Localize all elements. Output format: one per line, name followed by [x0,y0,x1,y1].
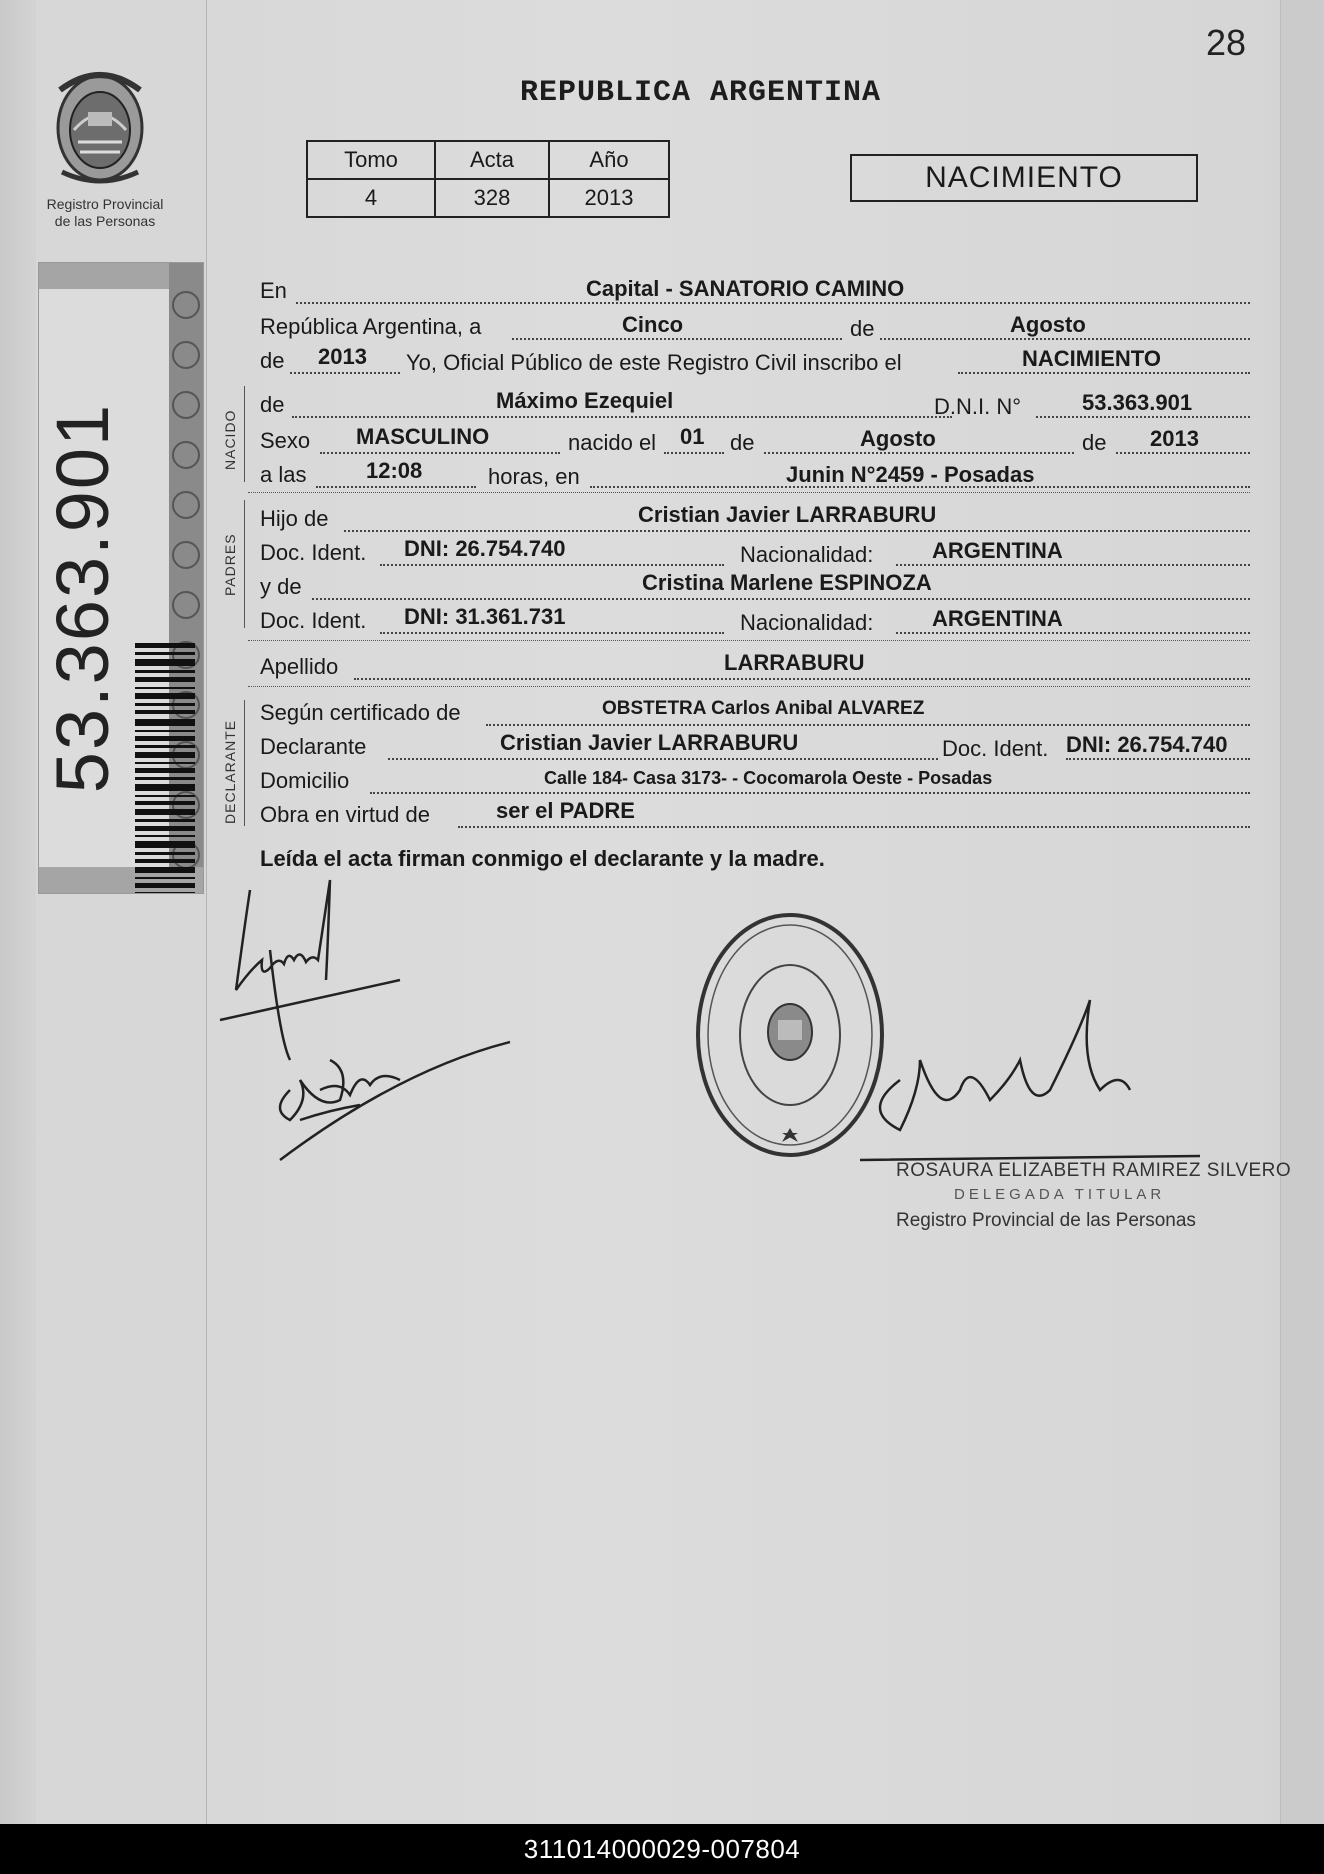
declarant-line: Declarante Cristian Javier LARRABURU Doc. Ident. DNI: 26.754.740 [260,730,1250,760]
mother-doc-line: Doc. Ident. DNI: 31.361.731 Nacionalidad: ARGENTINA [260,604,1250,634]
father-nationality-value: ARGENTINA [932,538,1063,563]
right-page-edge [1280,0,1324,1824]
day-value: Cinco [622,312,684,337]
surname-line: Apellido LARRABURU [260,650,1250,680]
section-bar-padres [244,500,245,628]
declarant-value: Cristian Javier LARRABURU [500,730,799,755]
month-value: Agosto [1010,312,1086,337]
table-header-acta: Acta [435,141,549,179]
section-bar-nacido [244,386,245,482]
capacity-value: ser el PADRE [496,798,635,823]
birth-year-value: 2013 [1150,426,1199,451]
mother-signature-icon [280,1042,510,1160]
birth-day-value: 01 [680,424,705,449]
time-line: a las 12:08 horas, en Junin N°2459 - Posadas [260,458,1250,488]
official-registry: Registro Provincial de las Personas [896,1210,1196,1231]
date-line: República Argentina, a Cinco de Agosto [260,310,1250,340]
table-value-acta: 328 [435,179,549,217]
declarant-signature-icon [220,880,400,1060]
act-word-value: NACIMIENTO [1022,346,1161,371]
section-separator [248,492,1250,493]
name-line: de Máximo Ezequiel D.N.I. N° 53.363.901 [260,388,1250,418]
table-value-anio: 2013 [549,179,669,217]
official-signature-icon [860,1000,1200,1160]
place-value: Capital - SANATORIO CAMINO [586,276,905,301]
table-value-tomo: 4 [307,179,435,217]
address-line: Domicilio Calle 184- Casa 3173- - Cocomarola Oeste - Posadas [260,764,1250,794]
act-type-box: NACIMIENTO [850,154,1198,202]
father-doc-value: DNI: 26.754.740 [404,536,566,561]
registry-logo-icon [40,60,160,190]
registry-name: Registro Provincial de las Personas [46,196,164,229]
official-title: DELEGADA TITULAR [954,1186,1166,1203]
section-label-nacido: NACIDO [222,409,238,470]
capacity-line: Obra en virtud de ser el PADRE [260,798,1250,828]
father-line: Hijo de Cristian Javier LARRABURU [260,502,1250,532]
certifier-line: Según certificado de OBSTETRA Carlos Anibal ALVAREZ [260,696,1250,726]
sex-line: Sexo MASCULINO nacido el 01 de Agosto de 2013 [260,424,1250,454]
section-label-padres: PADRES [222,533,238,596]
father-name-value: Cristian Javier LARRABURU [638,502,937,527]
barcode-number: 53.363.901 [41,402,124,794]
declarant-doc-value: DNI: 26.754.740 [1066,732,1228,757]
surname-value: LARRABURU [724,650,865,675]
closing-statement: Leída el acta firman conmigo el declarante y la madre. [260,846,825,871]
section-bar-declarante [244,700,245,826]
time-value: 12:08 [366,458,423,483]
birth-month-value: Agosto [860,426,936,451]
certifier-value: OBSTETRA Carlos Anibal ALVAREZ [602,698,925,719]
section-label-declarante: DECLARANTE [222,719,238,824]
country-title: REPUBLICA ARGENTINA [520,76,882,110]
barcode-icon [135,643,195,894]
year-value: 2013 [318,344,367,369]
child-name-value: Máximo Ezequiel [496,388,674,413]
section-separator [248,686,1250,687]
registry-table [306,140,670,218]
mother-nationality-value: ARGENTINA [932,606,1063,631]
section-separator [248,640,1250,641]
official-seal-icon [698,915,882,1155]
mother-line: y de Cristina Marlene ESPINOZA [260,570,1250,600]
registry-table-header-row [307,141,669,179]
registry-table-value-row [307,179,669,217]
mother-name-value: Cristina Marlene ESPINOZA [642,570,932,595]
sex-value: MASCULINO [356,424,490,449]
official-name: ROSAURA ELIZABETH RAMIREZ SILVERO [896,1160,1292,1181]
page-number: 28 [1206,22,1247,63]
dni-value: 53.363.901 [1082,390,1193,415]
table-header-anio: Año [549,141,669,179]
footer-code: 311014000029-007804 [0,1824,1324,1874]
address-value: Calle 184- Casa 3173- - Cocomarola Oeste - Posadas [544,768,993,788]
mother-doc-value: DNI: 31.361.731 [404,604,566,629]
place-line: En Capital - SANATORIO CAMINO [260,274,1250,304]
table-header-tomo: Tomo [307,141,435,179]
barcode-panel [38,262,204,894]
birth-place-value: Junin N°2459 - Posadas [786,462,1035,487]
father-doc-line: Doc. Ident. DNI: 26.754.740 Nacionalidad: ARGENTINA [260,536,1250,566]
statement-line: de 2013 Yo, Oficial Público de este Registro Civil inscribo el NACIMIENTO [260,344,1250,374]
